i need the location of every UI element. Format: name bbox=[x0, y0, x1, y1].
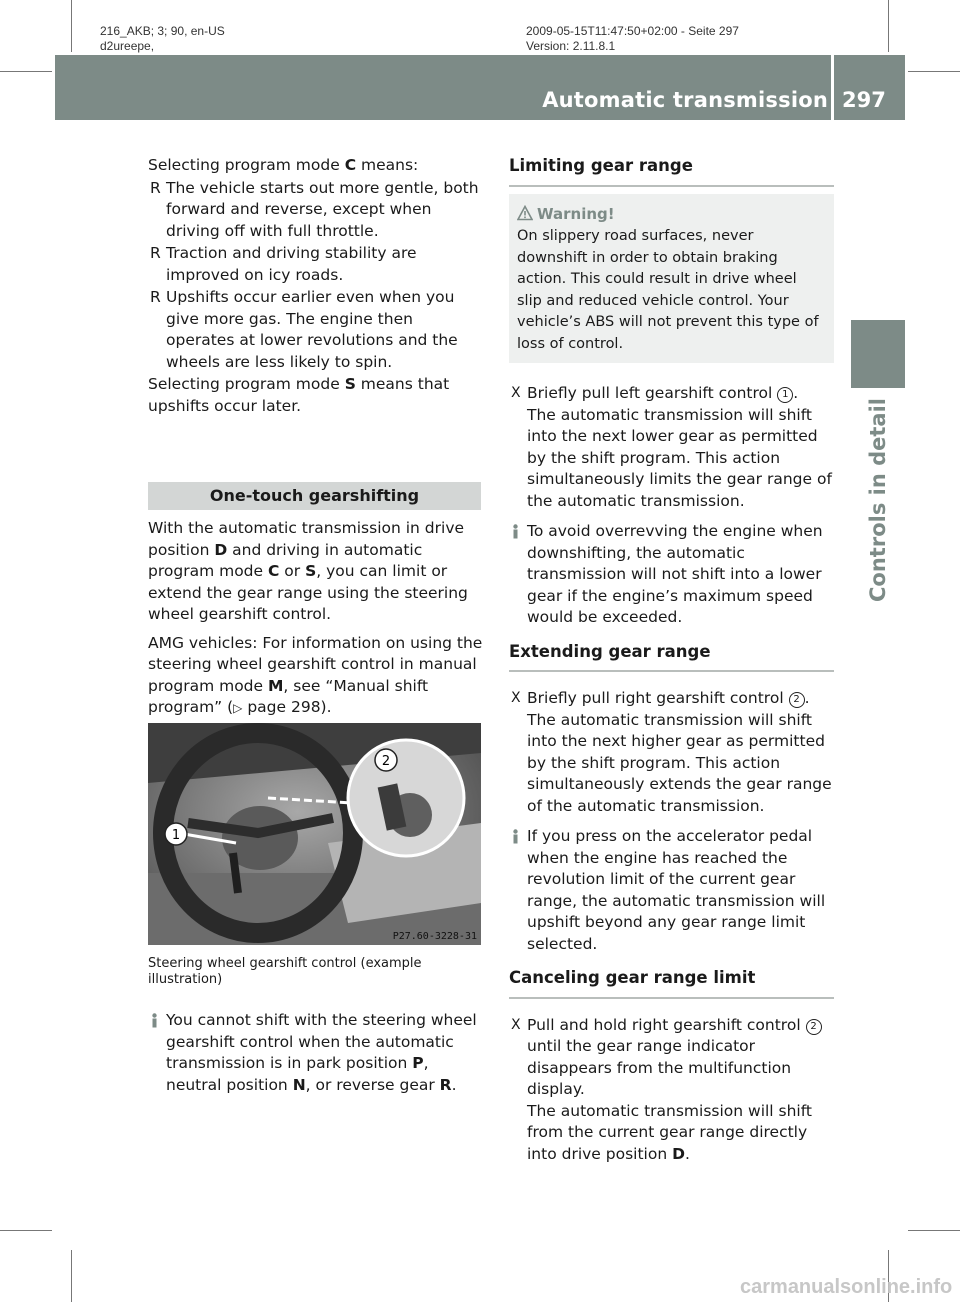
meta-left-line2: d2ureepe, bbox=[100, 39, 155, 53]
page-title: Automatic transmission bbox=[542, 88, 828, 112]
bullet-item: R The vehicle starts out more gentle, both forward and reverse, except when driving off with full throttle. bbox=[150, 178, 479, 240]
side-tab-label: Controls in detail bbox=[866, 398, 890, 602]
crop-mark bbox=[0, 71, 52, 72]
subheading-canceling: Canceling gear range limit bbox=[509, 967, 834, 999]
info-icon bbox=[509, 829, 522, 844]
intro-mode-c: Selecting program mode C means: bbox=[148, 156, 419, 174]
paragraph: AMG vehicles: For information on using the steering wheel gearshift control in manual program mode M, see “Manual shift program” (▷ page 298). bbox=[148, 633, 483, 716]
intro-mode-s: Selecting program mode S means that upshifts occur later. bbox=[148, 375, 450, 415]
bullet-item: R Traction and driving stability are improved on icy roads. bbox=[150, 244, 417, 284]
warning-title-row bbox=[517, 204, 826, 227]
step-marker: X bbox=[511, 690, 521, 706]
left-column-note bbox=[148, 1010, 483, 1096]
subheading-extending: Extending gear range bbox=[509, 641, 834, 673]
side-tab-marker bbox=[851, 320, 905, 388]
figure-caption: Steering wheel gearshift control (example illustration) bbox=[148, 956, 422, 987]
header-separator bbox=[831, 55, 834, 120]
page-ref-icon: ▷ bbox=[233, 701, 243, 715]
info-icon bbox=[509, 524, 522, 539]
bullet-marker: R bbox=[150, 178, 161, 197]
right-column bbox=[509, 155, 834, 1165]
step-marker: X bbox=[511, 385, 521, 401]
meta-right-line1: 2009-05-15T11:47:50+02:00 - Seite 297 bbox=[526, 24, 739, 38]
info-note: You cannot shift with the steering wheel gearshift control when the automatic transmission is in park position P, neutral position N, or reverse gear R. bbox=[148, 1010, 483, 1096]
page-number: 297 bbox=[842, 88, 886, 112]
crop-mark bbox=[71, 0, 72, 52]
print-meta-left bbox=[100, 24, 225, 54]
crop-mark bbox=[71, 1250, 72, 1302]
callout-2: 2 bbox=[381, 754, 391, 769]
step-marker: X bbox=[511, 1016, 521, 1033]
print-meta-right bbox=[526, 24, 739, 54]
info-note: To avoid overrevving the engine when downshifting, the automatic transmission will not shift into a lower gear if the engine’s maximum speed would be exceeded. bbox=[509, 521, 834, 629]
subheading-limiting: Limiting gear range bbox=[509, 155, 834, 187]
step-result: The automatic transmission will shift into the next higher gear as permitted by the shift program. This action simultaneously extends the gear range of the automatic transmission. bbox=[527, 710, 832, 815]
left-column-top bbox=[148, 155, 483, 417]
bullet-marker: R bbox=[150, 288, 161, 306]
steering-wheel-illustration bbox=[148, 723, 481, 945]
bullet-item: R Upshifts occur earlier even when you give more gas. The engine then operates at lower revolutions and the wheels are less likely to spin. bbox=[150, 288, 458, 371]
warning-title: Warning! bbox=[537, 204, 615, 223]
meta-left-line1: 216_AKB; 3; 90, en-US bbox=[100, 24, 225, 38]
control-callout: 2 bbox=[789, 692, 805, 708]
left-column-mid bbox=[148, 518, 483, 720]
paragraph: With the automatic transmission in drive position D and driving in automatic program mode C or S, you can limit or extend the gear range using the steering wheel gearshift control. bbox=[148, 519, 468, 623]
control-callout: 2 bbox=[806, 1019, 822, 1035]
info-icon bbox=[148, 1013, 161, 1028]
figure-code: P27.60-3228-31 bbox=[392, 931, 477, 942]
instruction-step: X Briefly pull left gearshift control 1 . bbox=[509, 383, 834, 405]
instruction-step: X Pull and hold right gearshift control 2 until the gear range indicator disappears from the multifunction display. bbox=[509, 1015, 834, 1101]
warning-icon bbox=[517, 205, 533, 221]
section-heading: One-touch gearshifting bbox=[148, 482, 481, 510]
meta-right-line2: Version: 2.11.8.1 bbox=[526, 39, 616, 53]
crop-mark bbox=[908, 1230, 960, 1231]
control-callout: 1 bbox=[777, 387, 793, 403]
warning-text: On slippery road surfaces, never downshift in order to obtain braking action. This could result in drive wheel slip and reduced vehicle control. Your vehicle’s ABS will not prevent this type of loss of control. bbox=[517, 228, 819, 352]
step-result: The automatic transmission will shift from the current gear range directly into drive position D. bbox=[527, 1101, 813, 1163]
crop-mark bbox=[888, 0, 889, 52]
crop-mark bbox=[0, 1230, 52, 1231]
callout-1: 1 bbox=[171, 828, 181, 843]
crop-mark bbox=[908, 71, 960, 72]
step-result: The automatic transmission will shift into the next lower gear as permitted by the shift program. This action simultaneously limits the gear range of the automatic transmission. bbox=[527, 405, 832, 510]
bullet-marker: R bbox=[150, 244, 161, 262]
warning-box bbox=[509, 194, 834, 364]
watermark: carmanualsonline.info bbox=[740, 1276, 953, 1298]
info-note: If you press on the accelerator pedal when the engine has reached the revolution limit of the current gear range, the automatic transmission will upshift beyond any gear range limit selected. bbox=[509, 826, 834, 955]
illustration-graphic bbox=[148, 723, 481, 945]
instruction-step: X Briefly pull right gearshift control 2 . bbox=[509, 688, 834, 710]
